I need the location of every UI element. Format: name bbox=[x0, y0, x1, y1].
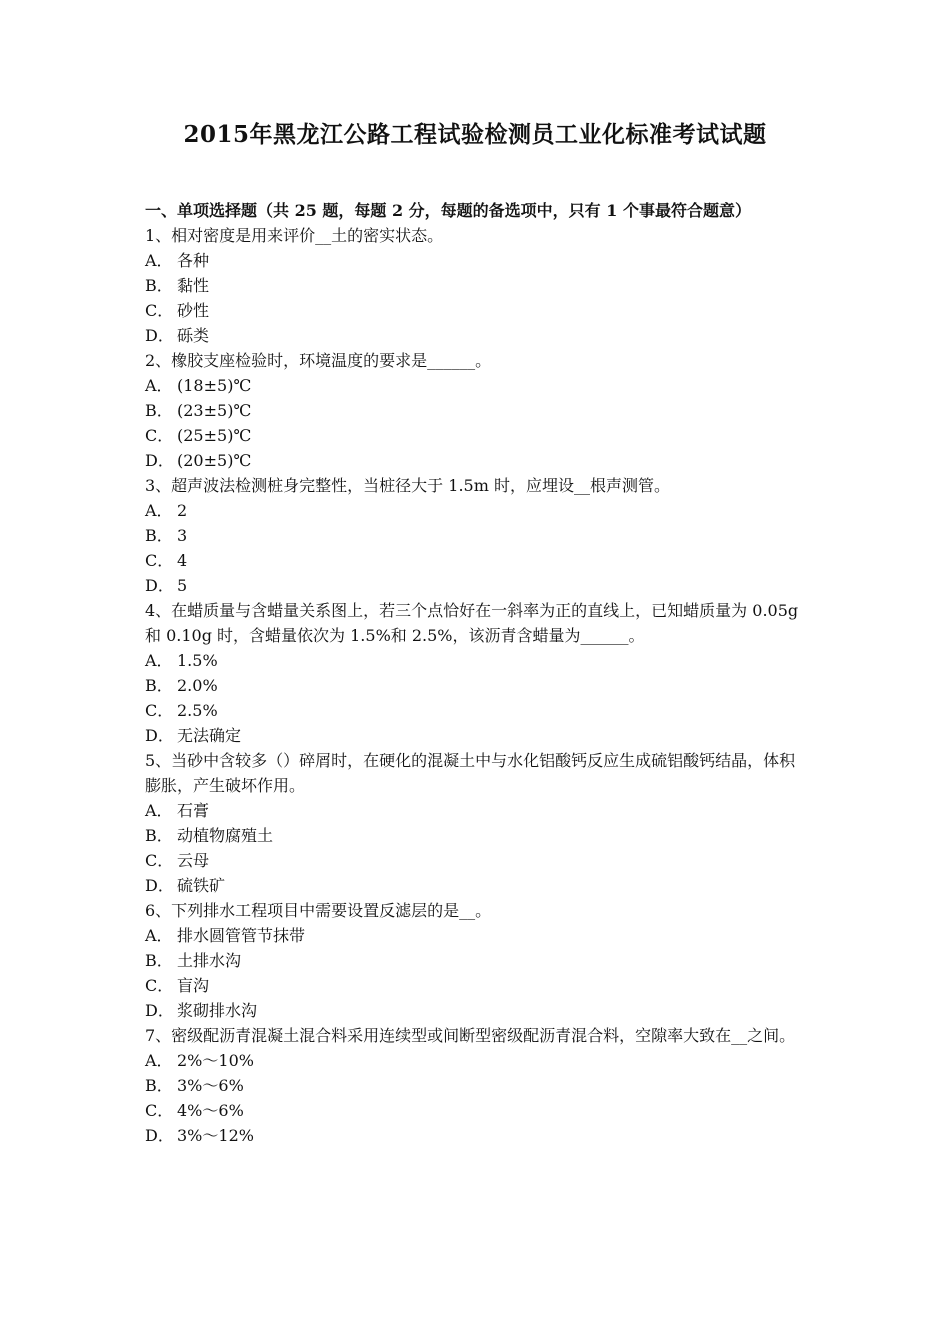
option-text: 4%～6% bbox=[177, 1101, 244, 1120]
option-c bbox=[145, 973, 810, 998]
option-text: 2 bbox=[177, 501, 188, 520]
option-b bbox=[145, 1073, 810, 1098]
option-b bbox=[145, 673, 810, 698]
option-letter: B． bbox=[145, 401, 173, 420]
question-stem: 5、当砂中含较多（）碎屑时，在硬化的混凝土中与水化铝酸钙反应生成硫铝酸钙结晶，体积膨胀，产生破坏作用。 bbox=[145, 751, 796, 795]
option-d bbox=[145, 448, 810, 473]
option-a bbox=[145, 498, 810, 523]
option-text: (25±5)℃ bbox=[177, 426, 252, 445]
question-stem: 4、在蜡质量与含蜡量关系图上，若三个点恰好在一斜率为正的直线上，已知蜡质量为 0.05g 和 0.10g 时，含蜡量依次为 1.5%和 2.5%，该沥青含蜡量为______。 bbox=[145, 601, 799, 645]
option-c bbox=[145, 848, 810, 873]
option-text: 2%～10% bbox=[177, 1051, 254, 1070]
option-text: 砾类 bbox=[177, 326, 210, 345]
option-a bbox=[145, 798, 810, 823]
question-stem: 2、橡胶支座检验时，环境温度的要求是______。 bbox=[145, 351, 492, 370]
option-text: 2.0% bbox=[177, 676, 218, 695]
option-letter: D． bbox=[145, 576, 174, 595]
option-b bbox=[145, 273, 810, 298]
question-stem: 6、下列排水工程项目中需要设置反滤层的是__。 bbox=[145, 901, 492, 920]
option-text: 浆砌排水沟 bbox=[177, 1001, 258, 1020]
option-text: 各种 bbox=[177, 251, 210, 270]
option-text: (18±5)℃ bbox=[177, 376, 252, 395]
option-text: 5 bbox=[177, 576, 188, 595]
option-text: 黏性 bbox=[177, 276, 210, 295]
option-b bbox=[145, 523, 810, 548]
option-letter: C． bbox=[145, 851, 174, 870]
option-text: 2.5% bbox=[177, 701, 218, 720]
option-letter: A． bbox=[145, 926, 173, 945]
option-text: 云母 bbox=[177, 851, 210, 870]
option-letter: B． bbox=[145, 676, 173, 695]
option-letter: C． bbox=[145, 701, 174, 720]
option-a bbox=[145, 648, 810, 673]
option-letter: A． bbox=[145, 651, 173, 670]
option-letter: C． bbox=[145, 551, 174, 570]
option-d bbox=[145, 873, 810, 898]
option-letter: D． bbox=[145, 726, 174, 745]
option-text: (20±5)℃ bbox=[177, 451, 252, 470]
option-text: 盲沟 bbox=[177, 976, 210, 995]
option-letter: C． bbox=[145, 1101, 174, 1120]
option-d bbox=[145, 998, 810, 1023]
option-letter: A． bbox=[145, 501, 173, 520]
option-c bbox=[145, 423, 810, 448]
question-list bbox=[145, 198, 810, 1148]
option-letter: A． bbox=[145, 801, 173, 820]
section-heading: 一、单项选择题（共 25 题，每题 2 分，每题的备选项中，只有 1 个事最符合题意） bbox=[145, 201, 751, 220]
option-text: 动植物腐殖土 bbox=[177, 826, 274, 845]
option-letter: A． bbox=[145, 251, 173, 270]
option-d bbox=[145, 723, 810, 748]
option-letter: B． bbox=[145, 951, 173, 970]
option-d bbox=[145, 323, 810, 348]
option-b bbox=[145, 398, 810, 423]
option-letter: A． bbox=[145, 376, 173, 395]
option-d bbox=[145, 1123, 810, 1148]
option-text: 硫铁矿 bbox=[177, 876, 226, 895]
option-letter: C． bbox=[145, 976, 174, 995]
option-text: 3 bbox=[177, 526, 188, 545]
option-letter: B． bbox=[145, 826, 173, 845]
option-letter: C． bbox=[145, 426, 174, 445]
option-text: 4 bbox=[177, 551, 188, 570]
option-a bbox=[145, 1048, 810, 1073]
option-text: 3%～12% bbox=[177, 1126, 254, 1145]
option-letter: B． bbox=[145, 1076, 173, 1095]
option-text: 1.5% bbox=[177, 651, 218, 670]
option-a bbox=[145, 248, 810, 273]
option-letter: D． bbox=[145, 451, 174, 470]
option-letter: B． bbox=[145, 276, 173, 295]
page-title: 2015年黑龙江公路工程试验检测员工业化标准考试试题 bbox=[183, 121, 767, 148]
option-text: 砂性 bbox=[177, 301, 210, 320]
option-letter: D． bbox=[145, 326, 174, 345]
option-text: 排水圆管管节抹带 bbox=[177, 926, 306, 945]
option-letter: C． bbox=[145, 301, 174, 320]
option-letter: A． bbox=[145, 1051, 173, 1070]
option-text: 无法确定 bbox=[177, 726, 242, 745]
option-c bbox=[145, 548, 810, 573]
option-letter: B． bbox=[145, 526, 173, 545]
question-stem: 7、密级配沥青混凝土混合料采用连续型或间断型密级配沥青混合料，空隙率大致在__之间。 bbox=[145, 1026, 796, 1045]
option-a bbox=[145, 373, 810, 398]
option-d bbox=[145, 573, 810, 598]
option-a bbox=[145, 923, 810, 948]
option-letter: D． bbox=[145, 1001, 174, 1020]
option-letter: D． bbox=[145, 876, 174, 895]
option-c bbox=[145, 298, 810, 323]
option-text: 石膏 bbox=[177, 801, 210, 820]
option-c bbox=[145, 698, 810, 723]
option-text: (23±5)℃ bbox=[177, 401, 252, 420]
option-letter: D． bbox=[145, 1126, 174, 1145]
option-c bbox=[145, 1098, 810, 1123]
option-b bbox=[145, 948, 810, 973]
option-text: 3%～6% bbox=[177, 1076, 244, 1095]
option-text: 土排水沟 bbox=[177, 951, 242, 970]
option-b bbox=[145, 823, 810, 848]
question-stem: 1、相对密度是用来评价__土的密实状态。 bbox=[145, 226, 444, 245]
question-stem: 3、超声波法检测桩身完整性，当桩径大于 1.5m 时，应埋设__根声测管。 bbox=[145, 476, 670, 495]
